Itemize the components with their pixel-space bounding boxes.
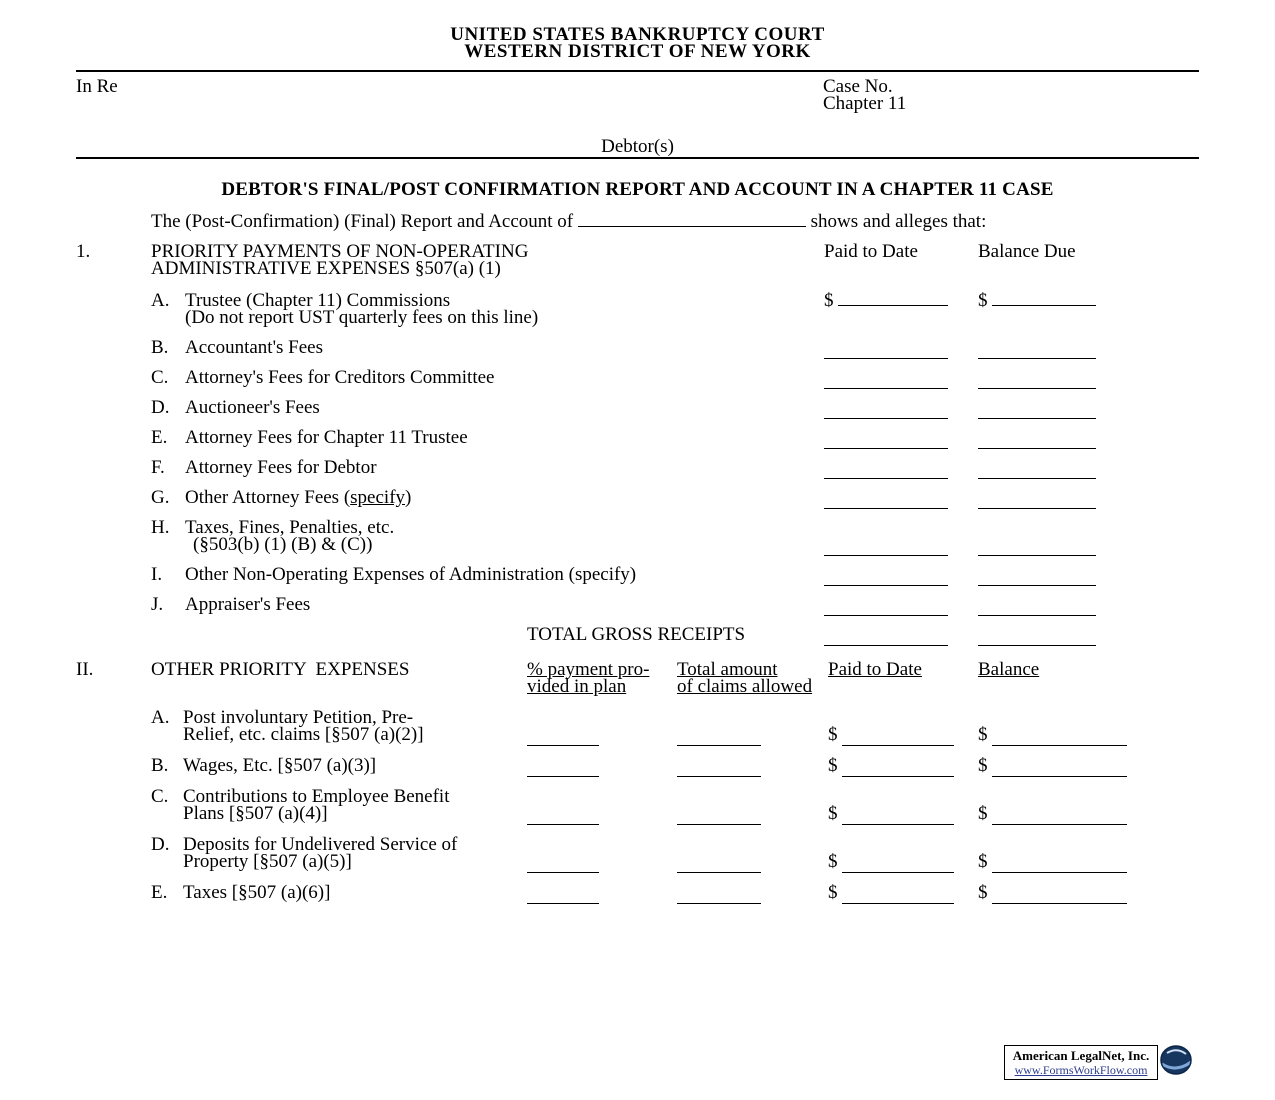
intro-text-after: shows and alleges that: <box>810 211 987 232</box>
item-letter: G. <box>151 487 170 508</box>
total-gross-receipts-row <box>76 626 1199 643</box>
dollar-sign: $ <box>828 755 838 776</box>
balance-due-field <box>978 292 1100 309</box>
paid-to-date-field <box>824 626 952 643</box>
case-info-block <box>823 78 1199 112</box>
blank-line <box>824 474 948 479</box>
col-header-line2: vided in plan <box>527 676 627 697</box>
header-divider <box>76 70 1199 72</box>
percent-payment-field <box>527 726 677 743</box>
item-label <box>185 519 824 553</box>
paid-to-date-field <box>828 853 978 870</box>
blank-line <box>992 899 1127 904</box>
s2-item-A <box>76 709 1199 743</box>
section2-header <box>76 661 1199 695</box>
blank-line <box>677 899 761 904</box>
section1-heading <box>151 243 824 277</box>
item-label-note: (Do not report UST quarterly fees on this line) <box>185 307 539 328</box>
blank-line <box>978 414 1096 419</box>
blank-line <box>824 581 948 586</box>
blank-line <box>527 820 599 825</box>
paid-to-date-header: Paid to Date <box>824 241 918 262</box>
col-header-line2: of claims allowed <box>677 676 813 697</box>
blank-line <box>824 414 948 419</box>
case-caption <box>76 78 1199 112</box>
s2-item-C <box>76 788 1199 822</box>
s1-item-D <box>76 399 1199 416</box>
section1-heading-line2: ADMINISTRATIVE EXPENSES §507(a) (1) <box>151 258 501 279</box>
item-letter: E. <box>151 427 168 448</box>
item-label-line1: Contributions to Employee Benefit <box>183 786 450 807</box>
total-claims-field <box>677 757 828 774</box>
s2-item-E <box>76 884 1199 901</box>
blank-line <box>824 384 948 389</box>
paid-to-date-field <box>824 399 952 416</box>
balance-field <box>978 805 1199 822</box>
item-label-line2: Property [§507 (a)(5)] <box>183 851 352 872</box>
blank-line <box>992 741 1127 746</box>
item-letter: A. <box>151 707 170 728</box>
legalnet-company-name: American LegalNet, Inc. <box>1012 1048 1150 1063</box>
blank-line <box>842 899 954 904</box>
balance-due-field <box>978 626 1100 643</box>
item-label: Attorney Fees for Chapter 11 Trustee <box>185 427 468 448</box>
col-percent-payment-header <box>527 661 677 695</box>
blank-line <box>978 641 1096 646</box>
section1-number: 1. <box>76 241 91 262</box>
item-letter: C. <box>151 367 169 388</box>
dollar-sign: $ <box>978 803 988 824</box>
item-label-part: Other Attorney Fees ( <box>185 487 351 508</box>
item-label: Taxes [§507 (a)(6)] <box>183 882 331 903</box>
item-letter: H. <box>151 517 170 538</box>
dollar-sign: $ <box>828 724 838 745</box>
blank-line <box>677 820 761 825</box>
caption-divider <box>76 157 1199 159</box>
blank-line <box>824 504 948 509</box>
debtors-label: Debtor(s) <box>601 136 674 157</box>
account-of-blank-line <box>578 222 806 227</box>
s1-item-G <box>76 489 1199 506</box>
item-label: Attorney Fees for Debtor <box>185 457 377 478</box>
total-claims-field <box>677 726 828 743</box>
s1-item-C <box>76 369 1199 386</box>
blank-line <box>824 551 948 556</box>
balance-due-field <box>978 536 1100 553</box>
dollar-sign: $ <box>978 290 988 311</box>
blank-line <box>978 504 1096 509</box>
item-label-line2: Relief, etc. claims [§507 (a)(2)] <box>183 724 424 745</box>
total-gross-receipts-label: TOTAL GROSS RECEIPTS <box>527 624 746 645</box>
balance-field <box>978 726 1199 743</box>
paid-to-date-field <box>824 489 952 506</box>
balance-due-field <box>978 596 1100 613</box>
item-label: Auctioneer's Fees <box>185 397 320 418</box>
paid-to-date-field <box>824 566 952 583</box>
specify-underlined: specify <box>350 487 406 508</box>
percent-payment-field <box>527 884 677 901</box>
dollar-sign: $ <box>978 882 988 903</box>
dollar-sign: $ <box>828 803 838 824</box>
section1-header <box>76 243 1199 277</box>
s1-item-H <box>76 519 1199 553</box>
dollar-sign: $ <box>824 290 834 311</box>
item-letter: C. <box>151 786 169 807</box>
court-header <box>76 26 1199 60</box>
balance-due-field <box>978 489 1100 506</box>
blank-line <box>842 868 954 873</box>
blank-line <box>677 868 761 873</box>
item-label: Wages, Etc. [§507 (a)(3)] <box>183 755 377 776</box>
paid-to-date-field <box>828 805 978 822</box>
item-letter: D. <box>151 834 170 855</box>
item-label-line1: Taxes, Fines, Penalties, etc. <box>185 517 395 538</box>
legalnet-stamp <box>1004 1045 1158 1080</box>
balance-due-header: Balance Due <box>978 241 1076 262</box>
intro-text-before: The (Post-Confirmation) (Final) Report and Account of <box>151 211 574 232</box>
blank-line <box>978 354 1096 359</box>
paid-to-date-field <box>824 292 952 309</box>
balance-field <box>978 853 1199 870</box>
paid-to-date-field <box>824 536 952 553</box>
item-letter: E. <box>151 882 168 903</box>
blank-line <box>992 301 1096 306</box>
paid-to-date-field <box>824 369 952 386</box>
item-letter: J. <box>151 594 164 615</box>
intro-line <box>151 213 1199 230</box>
blank-line <box>838 301 948 306</box>
paid-to-date-field <box>824 459 952 476</box>
blank-line <box>824 354 948 359</box>
s1-item-I <box>76 566 1199 583</box>
paid-to-date-field <box>824 429 952 446</box>
item-letter: D. <box>151 397 170 418</box>
blank-line <box>992 820 1127 825</box>
s2-item-B <box>76 757 1199 774</box>
item-label: Other Non-Operating Expenses of Administration (specify) <box>185 564 637 585</box>
col-paid-to-date-header <box>828 661 978 678</box>
total-claims-field <box>677 805 828 822</box>
item-letter: B. <box>151 337 169 358</box>
blank-line <box>842 820 954 825</box>
item-letter: A. <box>151 290 170 311</box>
legalnet-url-link[interactable]: www.FormsWorkFlow.com <box>1014 1063 1148 1077</box>
blank-line <box>527 868 599 873</box>
dollar-sign: $ <box>828 882 838 903</box>
percent-payment-field <box>527 853 677 870</box>
blank-line <box>978 611 1096 616</box>
percent-payment-field <box>527 757 677 774</box>
in-re-label: In Re <box>76 76 118 97</box>
item-letter: B. <box>151 755 169 776</box>
chapter-label: Chapter 11 <box>823 93 907 114</box>
blank-line <box>992 772 1127 777</box>
total-claims-field <box>677 853 828 870</box>
dollar-sign: $ <box>978 851 988 872</box>
item-label <box>185 489 824 506</box>
item-label: Appraiser's Fees <box>185 594 311 615</box>
s1-item-E <box>76 429 1199 446</box>
item-label-line2: Plans [§507 (a)(4)] <box>183 803 328 824</box>
s1-item-A <box>76 292 1199 326</box>
item-label <box>185 292 824 326</box>
s2-item-D <box>76 836 1199 870</box>
section2-heading: OTHER PRIORITY EXPENSES <box>151 659 410 680</box>
item-label: Attorney's Fees for Creditors Committee <box>185 367 495 388</box>
col-header-text: Balance <box>978 659 1040 680</box>
blank-line <box>824 641 948 646</box>
balance-field <box>978 884 1199 901</box>
col-header-line1: % payment pro- <box>527 659 650 680</box>
balance-due-field <box>978 369 1100 386</box>
blank-line <box>527 899 599 904</box>
total-claims-field <box>677 884 828 901</box>
blank-line <box>978 551 1096 556</box>
blank-line <box>842 741 954 746</box>
blank-line <box>677 741 761 746</box>
paid-to-date-field <box>824 339 952 356</box>
section1-heading-line1: PRIORITY PAYMENTS OF NON-OPERATING <box>151 241 529 262</box>
item-label: Accountant's Fees <box>185 337 323 358</box>
col-total-claims-header <box>677 661 828 695</box>
blank-line <box>824 444 948 449</box>
blank-line <box>677 772 761 777</box>
blank-line <box>842 772 954 777</box>
s1-item-J <box>76 596 1199 613</box>
blank-line <box>527 741 599 746</box>
dollar-sign: $ <box>828 851 838 872</box>
balance-due-field <box>978 566 1100 583</box>
blank-line <box>978 384 1096 389</box>
blank-line <box>978 444 1096 449</box>
blank-line <box>992 868 1127 873</box>
dollar-sign: $ <box>978 755 988 776</box>
item-label-part: ) <box>405 487 412 508</box>
col-header-text: Paid to Date <box>828 659 922 680</box>
item-label <box>183 836 527 870</box>
balance-due-field <box>978 399 1100 416</box>
col-header-line1: Total amount <box>677 659 778 680</box>
paid-to-date-field <box>828 726 978 743</box>
blank-line <box>978 581 1096 586</box>
col-balance-header <box>978 661 1199 678</box>
form-title: DEBTOR'S FINAL/POST CONFIRMATION REPORT AND ACCOUNT IN A CHAPTER 11 CASE <box>221 179 1054 200</box>
item-label-line1: Trustee (Chapter 11) Commissions <box>185 290 451 311</box>
blank-line <box>978 474 1096 479</box>
s1-item-F <box>76 459 1199 476</box>
item-label <box>183 709 527 743</box>
section2-number: II. <box>76 659 94 680</box>
item-letter: F. <box>151 457 165 478</box>
blank-line <box>527 772 599 777</box>
court-name-line1: UNITED STATES BANKRUPTCY COURT <box>450 24 825 45</box>
balance-field <box>978 757 1199 774</box>
globe-logo-icon <box>1156 1043 1196 1080</box>
court-name-line2: WESTERN DISTRICT OF NEW YORK <box>464 41 811 62</box>
case-no-label: Case No. <box>823 76 893 97</box>
item-label-line1: Deposits for Undelivered Service of <box>183 834 458 855</box>
dollar-sign: $ <box>978 724 988 745</box>
paid-to-date-field <box>828 884 978 901</box>
paid-to-date-field <box>824 596 952 613</box>
percent-payment-field <box>527 805 677 822</box>
balance-due-field <box>978 339 1100 356</box>
item-letter: I. <box>151 564 163 585</box>
blank-line <box>824 611 948 616</box>
paid-to-date-field <box>828 757 978 774</box>
item-label-note: (§503(b) (1) (B) & (C)) <box>193 534 373 555</box>
item-label <box>183 788 527 822</box>
item-label-line1: Post involuntary Petition, Pre- <box>183 707 414 728</box>
s1-item-B <box>76 339 1199 356</box>
balance-due-field <box>978 429 1100 446</box>
balance-due-field <box>978 459 1100 476</box>
